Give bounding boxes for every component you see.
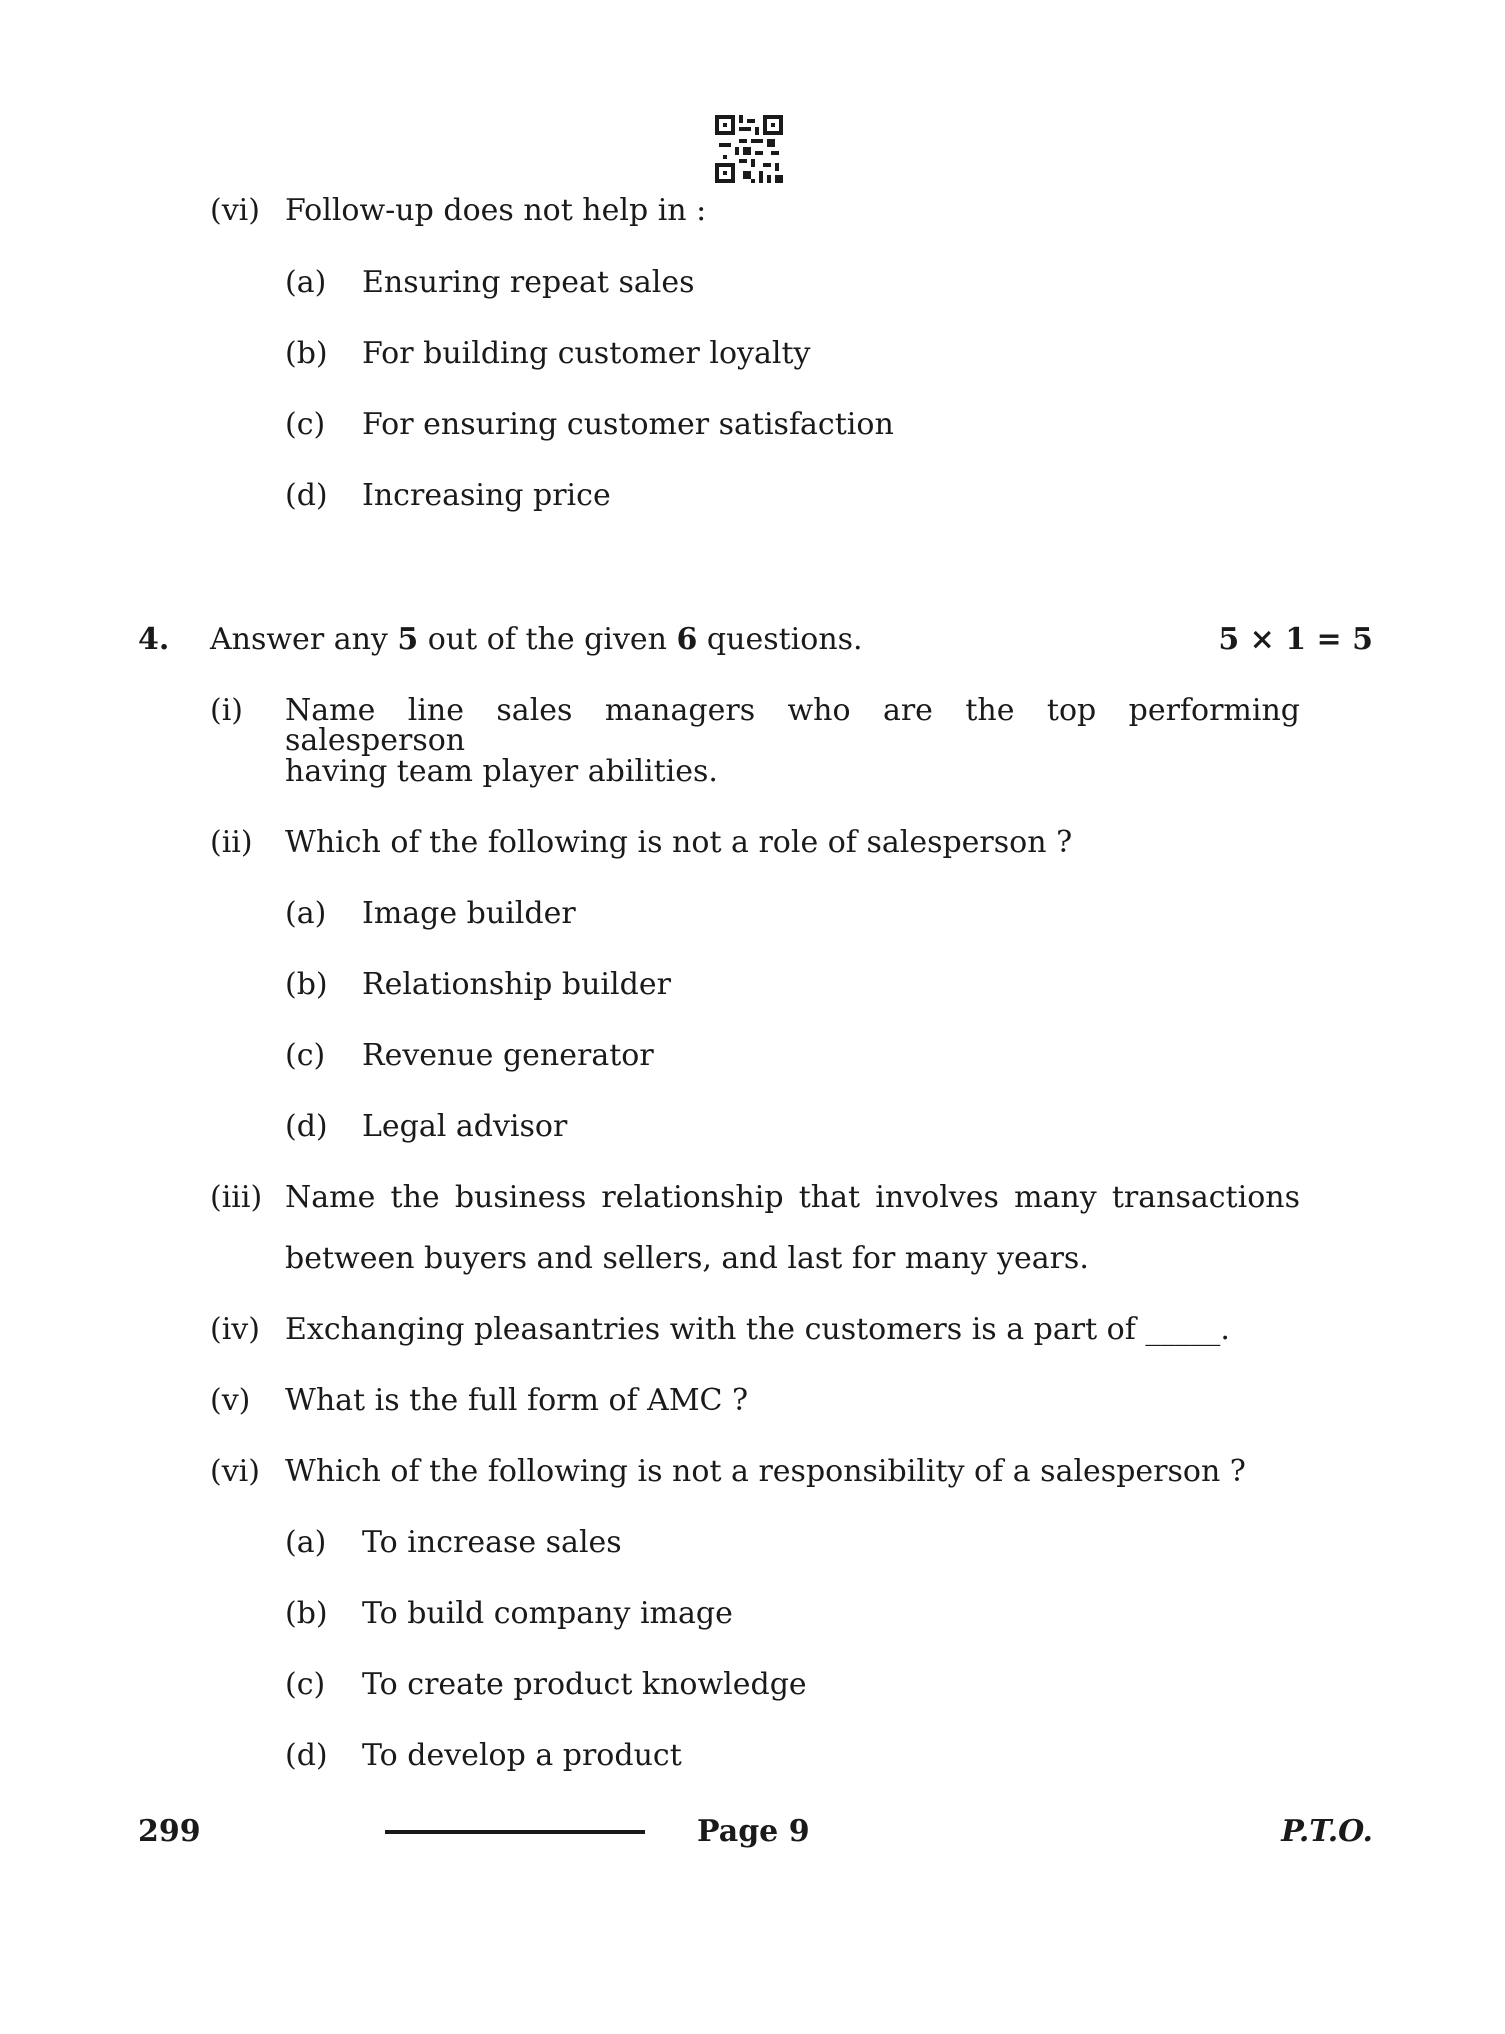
subquestion-text-cont: having team player abilities.	[285, 754, 718, 789]
option-label: (d)	[285, 478, 328, 513]
subquestion-text: What is the full form of AMC ?	[285, 1383, 749, 1418]
option-label: (c)	[285, 1038, 326, 1073]
page-number: Page 9	[697, 1814, 810, 1849]
question-instruction	[210, 622, 863, 657]
subquestion-text-cont: between buyers and sellers, and last for many years.	[285, 1241, 1089, 1276]
prev-question-text: Follow-up does not help in :	[285, 193, 707, 228]
subquestion-number: (ii)	[210, 825, 253, 860]
instruction-suffix: questions.	[697, 622, 863, 657]
option-text: Relationship builder	[362, 967, 671, 1002]
marks: 5 × 1 = 5	[1218, 622, 1373, 657]
question-number: 4.	[138, 622, 170, 657]
option-label: (b)	[285, 1596, 328, 1631]
option-text: To develop a product	[362, 1738, 682, 1773]
subquestion-number: (v)	[210, 1383, 251, 1418]
option-label: (d)	[285, 1109, 328, 1144]
subquestion-number: (iv)	[210, 1312, 260, 1347]
option-text: Legal advisor	[362, 1109, 568, 1144]
option-label: (a)	[285, 896, 327, 931]
paper-code: 299	[138, 1814, 201, 1849]
subquestion-text: Which of the following is not a responsibility of a salesperson ?	[285, 1454, 1246, 1489]
instruction-mid: out of the given	[418, 622, 677, 657]
option-label: (a)	[285, 1525, 327, 1560]
subquestion-text: Name the business relationship that involves many transactions	[285, 1180, 1300, 1215]
option-text: Ensuring repeat sales	[362, 265, 695, 300]
subquestion-number: (i)	[210, 693, 244, 728]
option-text: Image builder	[362, 896, 576, 931]
option-label: (d)	[285, 1738, 328, 1773]
subquestion-text: Which of the following is not a role of salesperson ?	[285, 825, 1073, 860]
option-text: To build company image	[362, 1596, 733, 1631]
option-text: To increase sales	[362, 1525, 622, 1560]
instruction-count-answer: 5	[397, 622, 419, 657]
option-label: (c)	[285, 1667, 326, 1702]
qr-code-icon	[715, 115, 783, 183]
instruction-prefix: Answer any	[210, 622, 398, 657]
instruction-count-total: 6	[676, 622, 698, 657]
option-text: Revenue generator	[362, 1038, 654, 1073]
option-text: For ensuring customer satisfaction	[362, 407, 894, 442]
subquestion-number: (iii)	[210, 1180, 263, 1215]
option-label: (b)	[285, 336, 328, 371]
subquestion-text: Exchanging pleasantries with the customers is a part of _____.	[285, 1312, 1230, 1347]
footer-divider	[385, 1830, 645, 1834]
option-label: (a)	[285, 265, 327, 300]
subquestion-text: Name line sales managers who are the top performing salesperson	[285, 693, 1300, 758]
pto-label: P.T.O.	[1281, 1814, 1373, 1849]
option-label: (c)	[285, 407, 326, 442]
subquestion-number: (vi)	[210, 1454, 260, 1489]
option-text: Increasing price	[362, 478, 611, 513]
option-label: (b)	[285, 967, 328, 1002]
option-text: To create product knowledge	[362, 1667, 807, 1702]
prev-question-number: (vi)	[210, 193, 260, 228]
option-text: For building customer loyalty	[362, 336, 811, 371]
